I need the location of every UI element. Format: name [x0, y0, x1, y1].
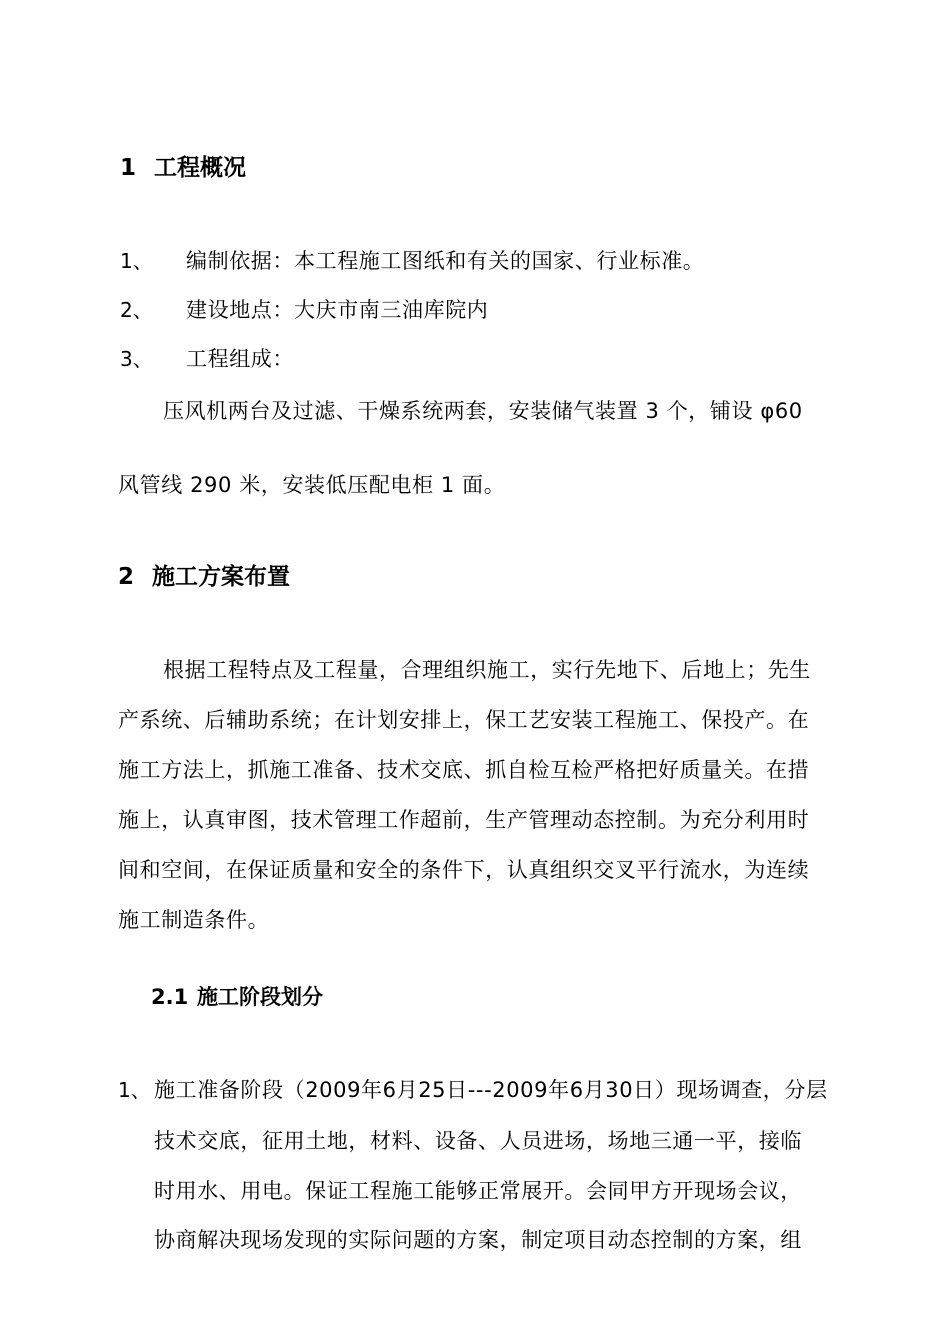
paragraph-line-4: 施上，认真审图，技术管理工作超前，生产管理动态控制。为充分利用时 [118, 808, 810, 832]
stage-item-1-line-4: 协商解决现场发现的实际问题的方案，制定项目动态控制的方案，组 [154, 1228, 802, 1252]
section-2-number: 2 [118, 564, 135, 590]
composition-line-1: 压风机两台及过滤、干燥系统两套，安装储气装置 3 个，铺设 φ60 [163, 399, 803, 423]
item-2-text: 建设地点：大庆市南三油库院内 [186, 298, 489, 322]
paragraph-line-2: 产系统、后辅助系统；在计划安排上，保工艺安装工程施工、保投产。在 [118, 708, 810, 732]
item-1-text: 编制依据：本工程施工图纸和有关的国家、行业标准。 [186, 249, 705, 273]
item-3-number: 3、 [120, 347, 153, 371]
paragraph-line-6: 施工制造条件。 [118, 908, 270, 932]
stage-item-1-number: 1、 [118, 1078, 151, 1102]
paragraph-line-1: 根据工程特点及工程量，合理组织施工，实行先地下、后地上；先生 [163, 658, 811, 682]
stage-item-1-line-3: 时用水、用电。保证工程施工能够正常展开。会同甲方开现场会议， [154, 1179, 802, 1203]
section-1-heading [120, 152, 246, 184]
section-1-title: 工程概况 [154, 155, 246, 181]
composition-line-2: 风管线 290 米，安装低压配电柜 1 面。 [118, 473, 506, 497]
stage-item-1-line-2: 技术交底，征用土地，材料、设备、人员进场，场地三通一平，接临 [154, 1129, 802, 1153]
section-2-1-heading [151, 982, 323, 1012]
item-1-number: 1、 [120, 249, 153, 273]
section-2-1-title: 施工阶段划分 [197, 985, 323, 1009]
section-2-1-number: 2.1 [151, 985, 189, 1009]
section-2-heading [118, 561, 290, 593]
section-1-number: 1 [120, 155, 137, 181]
paragraph-line-5: 间和空间，在保证质量和安全的条件下，认真组织交叉平行流水，为连续 [118, 858, 810, 882]
section-2-title: 施工方案布置 [152, 564, 290, 590]
paragraph-line-3: 施工方法上，抓施工准备、技术交底、抓自检互检严格把好质量关。在措 [118, 758, 810, 782]
item-2-number: 2、 [120, 298, 153, 322]
item-3-text: 工程组成： [186, 347, 294, 371]
stage-item-1-line-1: 施工准备阶段（2009年6月25日---2009年6月30日）现场调查，分层 [154, 1078, 828, 1102]
